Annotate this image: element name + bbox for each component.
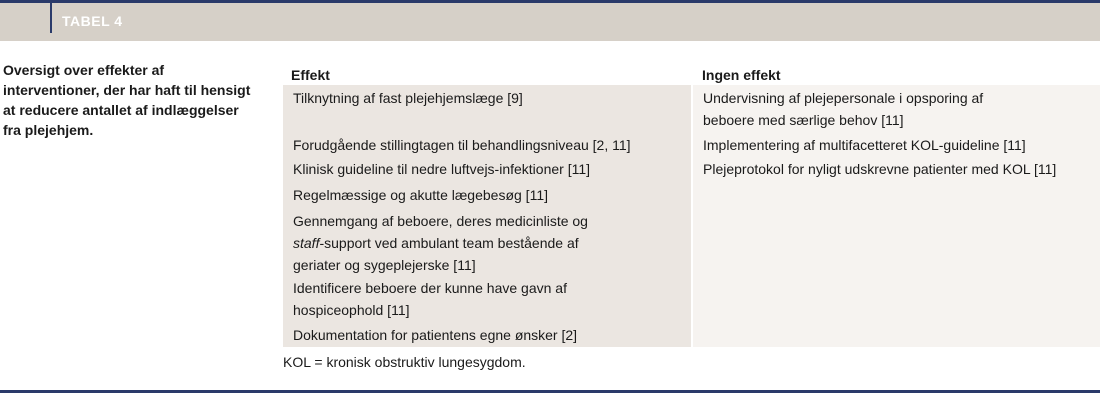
table-caption: Oversigt over effekter af interventioner, der har haft til hensigt at reducere antallet af indlæggelser fra plejehjem. <box>3 62 251 138</box>
effekt-item: Klinisk guideline til nedre luftvejs-infektioner [11] <box>293 161 591 177</box>
ingen-effekt-column <box>693 85 1100 347</box>
ingen-effekt-item: Plejeprotokol for nyligt udskrevne patienter med KOL [11] <box>703 161 1057 177</box>
effekt-item-line: geriater og sygeplejerske [11] <box>293 257 476 273</box>
effekt-item: Identificere beboere der kunne have gavn af <box>293 280 567 296</box>
effekt-item-italic: staff <box>293 235 320 251</box>
effekt-item-line: hospiceophold [11] <box>293 302 410 318</box>
effekt-item: Forudgående stillingtagen til behandlingsniveau [2, 11] <box>293 137 631 153</box>
ingen-effekt-item: Implementering af multifacetteret KOL-guideline [11] <box>703 137 1026 153</box>
effekt-item: Tilknytning af fast plejehjemslæge [9] <box>293 90 523 106</box>
effekt-column <box>283 85 691 347</box>
effekt-item: Gennemgang af beboere, deres medicinliste og <box>293 213 588 229</box>
table-title: TABEL 4 <box>62 13 123 29</box>
column-header-effekt: Effekt <box>291 67 330 83</box>
table-header-band <box>0 3 1100 41</box>
ingen-effekt-item: Undervisning af plejepersonale i opsporing af <box>703 90 984 106</box>
bottom-rule <box>0 390 1100 393</box>
ingen-effekt-item-line: beboere med særlige behov [11] <box>703 112 904 128</box>
column-header-ingen-effekt: Ingen effekt <box>702 67 781 83</box>
table-footnote: KOL = kronisk obstruktiv lungesygdom. <box>283 354 526 370</box>
effekt-item: Regelmæssige og akutte lægebesøg [11] <box>293 187 548 203</box>
effekt-item-text: -support ved ambulant team bestående af <box>319 235 579 251</box>
effekt-item: Dokumentation for patientens egne ønsker [2] <box>293 327 578 343</box>
header-accent-bar <box>50 3 52 33</box>
effekt-item-line <box>293 233 579 254</box>
